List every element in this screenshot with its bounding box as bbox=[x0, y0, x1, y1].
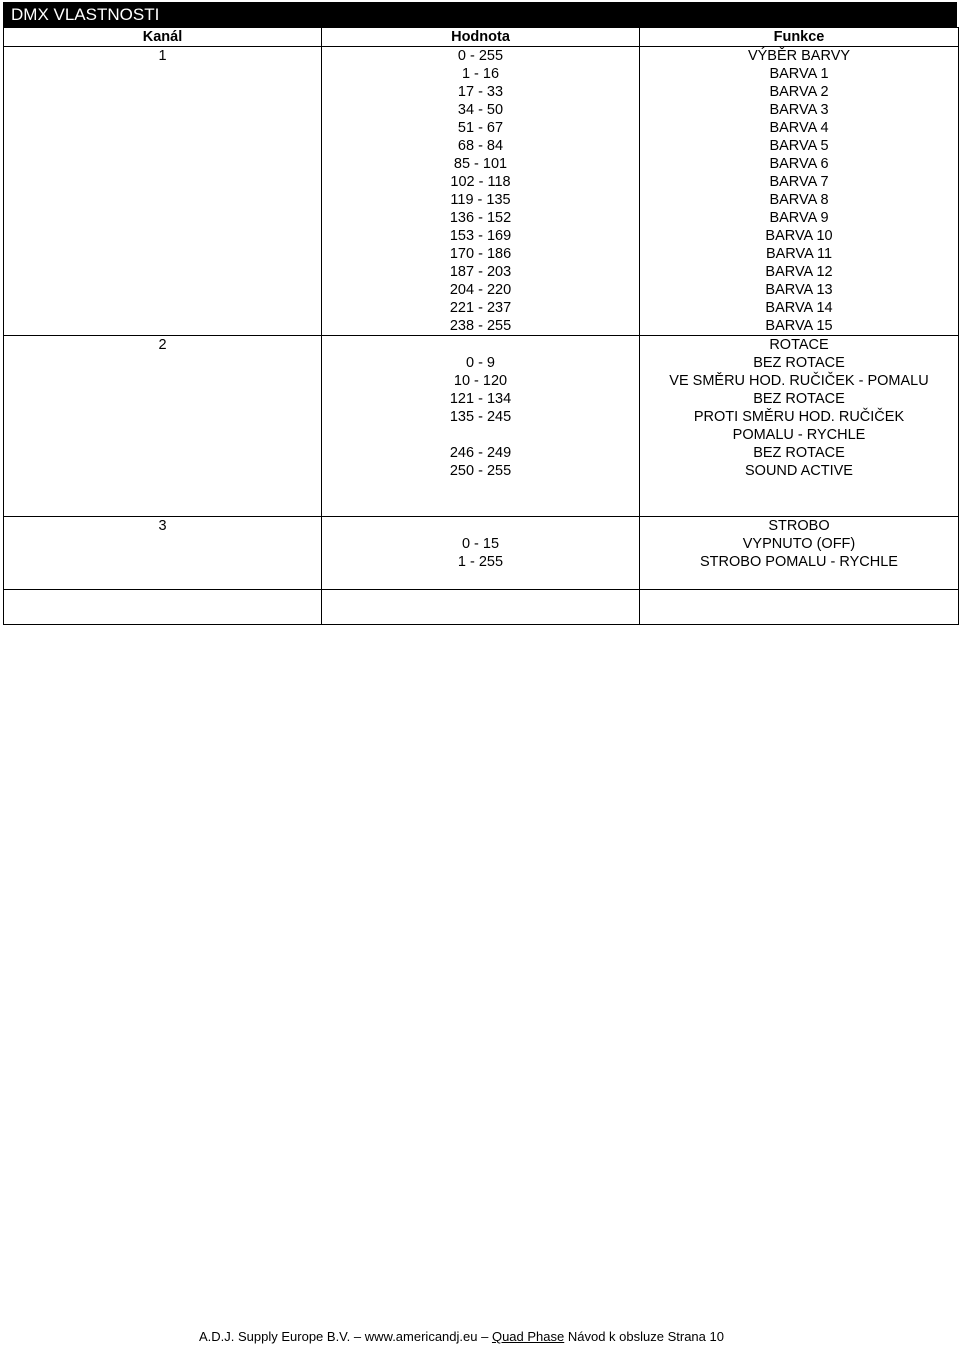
function-line: BARVA 2 bbox=[769, 84, 829, 100]
value-cell bbox=[322, 47, 640, 336]
table-header-row bbox=[4, 28, 959, 47]
channel-line bbox=[4, 535, 321, 553]
value-line bbox=[322, 571, 639, 589]
channel-line bbox=[4, 119, 321, 137]
function-line: BARVA 1 bbox=[769, 66, 829, 82]
channel-cell bbox=[4, 336, 322, 517]
channel-line bbox=[4, 245, 321, 263]
footer-website-link[interactable]: www.americandj.eu bbox=[364, 1329, 478, 1344]
value-line: 10 - 120 bbox=[453, 373, 508, 389]
function-line: VYPNUTO (OFF) bbox=[742, 536, 856, 552]
function-line: BARVA 12 bbox=[765, 264, 833, 280]
channel-line bbox=[4, 372, 321, 390]
value-line: 204 - 220 bbox=[449, 282, 512, 298]
channel-line: 3 bbox=[158, 518, 167, 534]
footer-separator: – bbox=[481, 1329, 489, 1344]
channel-line bbox=[4, 137, 321, 155]
channel-line bbox=[4, 480, 321, 498]
table-row bbox=[4, 517, 959, 590]
value-line: 246 - 249 bbox=[449, 445, 512, 461]
channel-line bbox=[4, 191, 321, 209]
value-line: 153 - 169 bbox=[449, 228, 512, 244]
value-line bbox=[322, 498, 639, 516]
channel-line bbox=[4, 553, 321, 571]
value-line bbox=[322, 426, 639, 444]
channel-line bbox=[4, 426, 321, 444]
table-row bbox=[4, 336, 959, 517]
function-line: BARVA 13 bbox=[765, 282, 833, 298]
function-line: BARVA 15 bbox=[765, 318, 833, 334]
value-line bbox=[322, 517, 639, 535]
function-line: BARVA 9 bbox=[769, 210, 829, 226]
empty-cell bbox=[4, 590, 322, 625]
value-line: 17 - 33 bbox=[457, 84, 504, 100]
function-cell bbox=[640, 517, 959, 590]
channel-line bbox=[4, 354, 321, 372]
channel-line bbox=[4, 299, 321, 317]
function-line: BEZ ROTACE bbox=[753, 355, 845, 371]
value-line: 0 - 9 bbox=[465, 355, 495, 371]
value-line bbox=[322, 336, 639, 354]
value-line: 68 - 84 bbox=[457, 138, 504, 154]
function-line: STROBO bbox=[768, 518, 830, 534]
function-line: BEZ ROTACE bbox=[753, 445, 845, 461]
channel-line: 2 bbox=[158, 337, 167, 353]
footer-manual-page: Návod k obsluze Strana 10 bbox=[567, 1329, 724, 1344]
function-cell bbox=[640, 47, 959, 336]
value-line: 238 - 255 bbox=[449, 318, 512, 334]
channel-line bbox=[4, 83, 321, 101]
channel-line bbox=[4, 155, 321, 173]
value-line: 221 - 237 bbox=[449, 300, 512, 316]
value-cell bbox=[322, 517, 640, 590]
function-line: BARVA 14 bbox=[765, 300, 833, 316]
function-line: STROBO POMALU - RYCHLE bbox=[700, 554, 898, 570]
table-row bbox=[4, 47, 959, 336]
function-line: BARVA 7 bbox=[769, 174, 829, 190]
function-line: ROTACE bbox=[769, 337, 829, 353]
value-line: 51 - 67 bbox=[457, 120, 504, 136]
value-line: 1 - 255 bbox=[457, 554, 504, 570]
function-line bbox=[640, 498, 958, 516]
channel-line bbox=[4, 101, 321, 119]
function-line: BARVA 4 bbox=[769, 120, 829, 136]
channel-cell bbox=[4, 47, 322, 336]
channel-line bbox=[4, 408, 321, 426]
channel-line bbox=[4, 571, 321, 589]
channel-line bbox=[4, 462, 321, 480]
value-line: 34 - 50 bbox=[457, 102, 504, 118]
value-line: 0 - 255 bbox=[457, 48, 504, 64]
function-line: BARVA 6 bbox=[769, 156, 829, 172]
empty-cell bbox=[640, 590, 959, 625]
empty-table-row bbox=[4, 590, 959, 625]
function-line: BARVA 8 bbox=[769, 192, 829, 208]
footer-product-name: Quad Phase bbox=[491, 1329, 565, 1344]
channel-line bbox=[4, 317, 321, 335]
value-cell bbox=[322, 336, 640, 517]
value-line: 135 - 245 bbox=[449, 409, 512, 425]
section-title: DMX VLASTNOSTI bbox=[3, 2, 957, 27]
function-line: BARVA 3 bbox=[769, 102, 829, 118]
value-line: 102 - 118 bbox=[450, 174, 511, 190]
value-line: 187 - 203 bbox=[449, 264, 512, 280]
function-line: BARVA 10 bbox=[765, 228, 833, 244]
value-line: 119 - 135 bbox=[450, 192, 511, 208]
function-line: VÝBĚR BARVY bbox=[747, 48, 851, 64]
function-line: BEZ ROTACE bbox=[753, 391, 845, 407]
function-line: SOUND ACTIVE bbox=[745, 463, 853, 479]
value-line: 85 - 101 bbox=[453, 156, 508, 172]
channel-line bbox=[4, 227, 321, 245]
value-line: 0 - 15 bbox=[461, 536, 500, 552]
function-line: PROTI SMĚRU HOD. RUČIČEK bbox=[693, 409, 905, 425]
value-line bbox=[322, 480, 639, 498]
function-line bbox=[640, 571, 958, 589]
value-line: 121 - 134 bbox=[449, 391, 512, 407]
function-line: VE SMĚRU HOD. RUČIČEK - POMALU bbox=[669, 373, 929, 389]
header-function: Funkce bbox=[640, 28, 959, 47]
function-line: POMALU - RYCHLE bbox=[732, 427, 866, 443]
value-line: 170 - 186 bbox=[449, 246, 512, 262]
function-line: BARVA 5 bbox=[769, 138, 829, 154]
channel-line bbox=[4, 390, 321, 408]
empty-cell bbox=[322, 590, 640, 625]
function-line bbox=[640, 480, 958, 498]
dmx-channel-table bbox=[3, 27, 959, 625]
header-channel: Kanál bbox=[4, 28, 322, 47]
footer-company: A.D.J. Supply Europe B.V. – bbox=[199, 1329, 362, 1344]
channel-line: 1 bbox=[158, 48, 167, 64]
header-value: Hodnota bbox=[322, 28, 640, 47]
value-line: 250 - 255 bbox=[449, 463, 512, 479]
page-footer bbox=[199, 1329, 724, 1345]
channel-line bbox=[4, 263, 321, 281]
channel-line bbox=[4, 209, 321, 227]
channel-line bbox=[4, 173, 321, 191]
channel-line bbox=[4, 281, 321, 299]
channel-line bbox=[4, 65, 321, 83]
channel-line bbox=[4, 498, 321, 516]
channel-cell bbox=[4, 517, 322, 590]
function-line: BARVA 11 bbox=[765, 246, 833, 262]
channel-line bbox=[4, 444, 321, 462]
value-line: 1 - 16 bbox=[461, 66, 500, 82]
function-cell bbox=[640, 336, 959, 517]
value-line: 136 - 152 bbox=[449, 210, 512, 226]
